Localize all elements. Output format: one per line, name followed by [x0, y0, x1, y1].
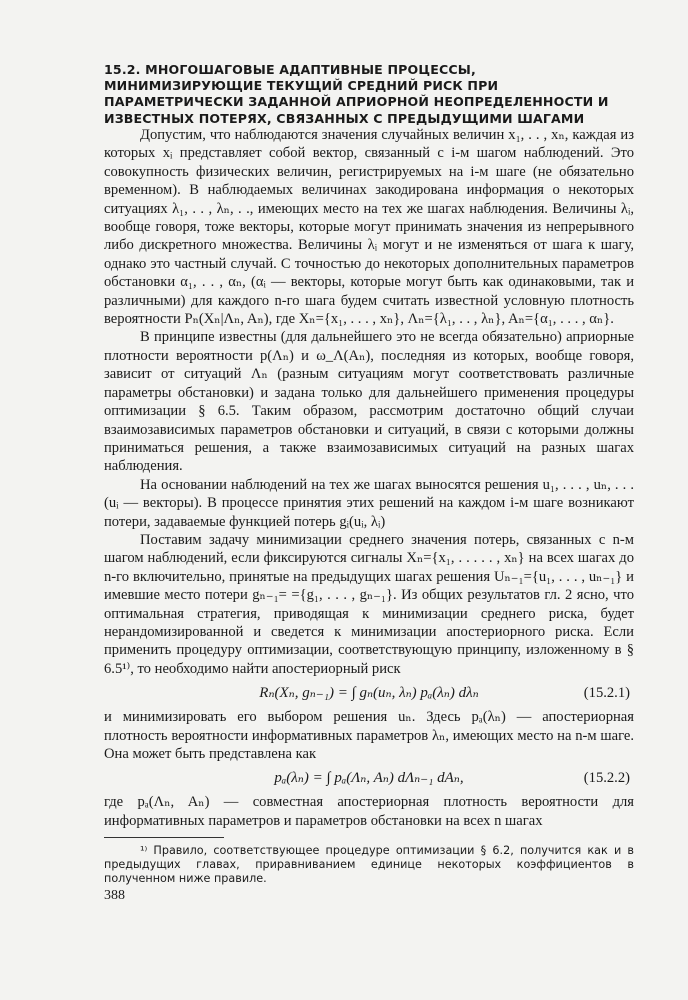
paragraph-2: В принципе известны (для дальнейшего это не всегда обязательно) априорные плотности вероятности p(Λₙ) и ω_Λ(Aₙ), последняя из которых, вообще говоря, зависит от ситуаций Λₙ (разным ситуациям могут соответствовать различные параметры обстановки) и задана только для дальнейшего применения процедуры оптимизации § 6.5. Таким образом, рассмотрим достаточно общий случаи взаимозависимых параметров обстановки и ситуаций, в связи с которыми должны приниматься решения, а также взаимозависимых ситуаций на разных шагах наблюдения. [104, 329, 634, 475]
equation-15-2-1 [104, 678, 634, 708]
paragraph-3: На основании наблюдений на тех же шагах выносятся решения u₁, . . . , uₙ, . . . (uᵢ — векторы). В процессе принятия этих решений на каждом i-м шаге возникают потери, задаваемые функцией потерь gᵢ(uᵢ, λᵢ) [104, 476, 634, 530]
page-number: 388 [104, 888, 125, 903]
paragraph-4: Поставим задачу минимизации среднего значения потерь, связанных с n-м шагом наблюдений, если фиксируются сигналы Xₙ={x₁, . . . . . , xₙ} на всех шагах до n-го включительно, принятые на предыдущих шагах решения Uₙ₋₁={u₁, . . . , uₙ₋₁} и имевшие место потери gₙ₋₁= ={g₁, . . . , gₙ₋₁}. Из общих результатов гл. 2 ясно, что оптимальная стратегия, приводящая к минимизации среднего риска, будет нерандомизированной и сведется к минимизации апостериорного риска. Если применить процедуру оптимизации, соответствующую принципу, изложенному в § 6.5¹⁾, то необходимо найти апостериорный риск [104, 531, 634, 677]
section-heading: 15.2. МНОГОШАГОВЫЕ АДАПТИВНЫЕ ПРОЦЕССЫ, МИНИМИЗИРУЮЩИЕ ТЕКУЩИЙ СРЕДНИЙ РИСК ПРИ ПАРАМЕТРИЧЕСКИ ЗАДАННОЙ АПРИОРНОЙ НЕОПРЕДЕЛЕННОСТИ И ИЗВЕСТНЫХ ПОТЕРЯХ, СВЯЗАННЫХ С ПРЕДЫДУЩИМИ ШАГАМИ [104, 62, 609, 126]
equation-formula: Rₙ(Xₙ, gₙ₋₁) = ∫ gₙ(uₙ, λₙ) pₐ(λₙ) dλₙ [259, 684, 479, 701]
equation-15-2-2 [104, 763, 634, 793]
equation-formula: pₐ(λₙ) = ∫ pₐ(Λₙ, Aₙ) dΛₙ₋₁ dAₙ, [274, 770, 464, 787]
body-text [104, 126, 634, 830]
equation-number: (15.2.2) [583, 770, 630, 787]
paragraph-5: и минимизировать его выбором решения uₙ. Здесь pₐ(λₙ) — апостериорная плотность вероятности информативных параметров λₙ, имеющих место на n-м шаге. Она может быть представлена как [104, 709, 635, 762]
paragraph-1: Допустим, что наблюдаются значения случайных величин x₁, . . , xₙ, каждая из которых xᵢ представляет собой вектор, связанный с i-м шагом наблюдений. Это совокупность физических величин, регистрируемых на i-м шаге (не обязательно временном). В наблюдаемых величинах закодирована информация о некоторых ситуациях λ₁, . . , λₙ, . ., имеющих место на тех же шагах наблюдения. Величины λᵢ, вообще говоря, тоже векторы, которые могут принимать значения из непрерывного либо дискретного множества. Величины λᵢ могут и не изменяться от шага к шагу, однако это частный случай. С точностью до некоторых дополнительных параметров обстановки α₁, . . , αₙ, (αᵢ — векторы, которые могут быть как одинаковыми, так и различными) для каждого n-го шага будем считать известной условную плотность вероятности Pₙ(Xₙ|Λₙ, Aₙ), где Xₙ={x₁, . . . , xₙ}, Λₙ={λ₁, . . , λₙ}, Aₙ={α₁, . . . , αₙ}. [104, 127, 634, 328]
footnote-rule [104, 837, 224, 838]
footnote-text: ¹⁾ Правило, соответствующее процедуре оптимизации § 6.2, получится как и в предыдущих главах, приравниванием единице некоторых коэффициентов в полученном ниже правиле. [104, 844, 634, 885]
equation-number: (15.2.1) [583, 684, 630, 701]
footnote [104, 844, 634, 886]
paragraph-6: где pₐ(Λₙ, Aₙ) — совместная апостериорная плотность вероятности для информативных параметров и параметров обстановки на всех n шагах [104, 794, 634, 829]
